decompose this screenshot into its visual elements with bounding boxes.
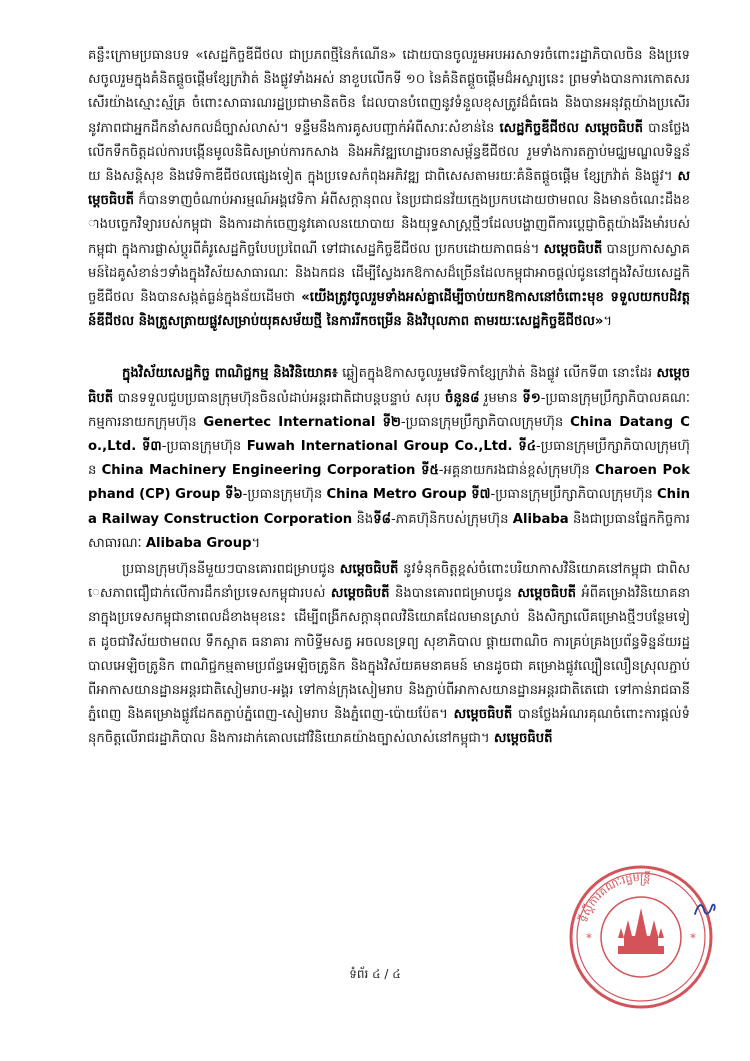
text-run: -ប្រធានក្រុមហ៊ុន — [242, 487, 327, 503]
paragraph-company-commitments — [88, 558, 690, 752]
text-run: និង — [352, 511, 374, 527]
text-run: នូវទំនុកចិត្តខ្ពស់ចំពោះបរិយាកាសវិនិយោគនៅកម្ពុជា ជាពិសេសភាពជឿជាក់លើការដឹកនាំប្រទេសកម្ពុជារបស់ — [88, 562, 691, 602]
bold-text-run: Alibaba Group — [145, 535, 252, 551]
text-run: ឆ្លៀតក្នុងឱកាសចូលរួមវេទិកាខ្សែក្រវ៉ាត់ និងផ្លូវ លើកទី៣ នោះដែរ — [337, 366, 657, 382]
bold-text-run: ចំនួន៨ — [444, 390, 480, 406]
text-run: -ភាគហ៊ុនិកបស់ក្រុមហ៊ុន — [390, 511, 513, 527]
text-run: គន្លឹះក្រោមប្រធានបទ «សេដ្ឋកិច្ចឌីជីថល ជាប្រភពថ្មីនៃកំណើន» ដោយបានចូលរួមអបអរសាទរចំពោះរដ្ឋាភិបាលចិន និងប្រទេសចូលរួមក្នុងគំនិតផ្តួចផ្តើមខ្សែក្រវ៉ាត់ និងផ្លូវទាំងអស់ នាខួបលើកទី ១០ នៃគំនិតផ្តួចផ្តើមដ៏អស្ចារ្យនេះ ព្រមទាំងបានការកោតសរសើរយ៉ាងស្មោះស្ម័គ្រ ចំពោះសាធារណរដ្ឋប្រជាមានិតចិន ដែលបានបំពេញនូវទំនួលខុសត្រូវដ៏ធំធេង និងបានអនុវត្តយ៉ាងប្រសើរនូវភាពជាអ្នកដឹកនាំសកលដ៏ច្បាស់លាស់។ ទន្ទឹមនឹងការគូសបញ្ជាក់អំពីសារៈសំខាន់នៃ — [88, 48, 690, 136]
official-seal-stamp — [566, 862, 716, 1012]
text-run: -ប្រធានក្រុមប្រឹក្សាភិបាលគណៈកម្មការនាយកក្រុមហ៊ុន — [88, 390, 690, 430]
angkor-temple-icon — [618, 908, 664, 954]
bold-text-run: China Metro Group ទី៧ — [326, 487, 491, 503]
bold-text-run: Fuwah International Group Co.,Ltd. ទី៤ — [246, 439, 537, 455]
text-run: -ប្រធានក្រុមហ៊ុន — [161, 439, 247, 455]
text-run: ប្រធានក្រុមហ៊ុននីមួយៗបានគោរពជម្រាបជូន — [122, 562, 340, 578]
svg-text:*: * — [690, 931, 696, 945]
bold-text-run: ទី៨ — [373, 511, 391, 527]
text-run: បានប្រកាសស្វាគមន៍ដៃគូសំខាន់ៗទាំងក្នុងវិស័យសាធារណៈ និងឯកជន ដើម្បីស្វែងរកឱកាសដ៏ច្រើនដែលកម្ពុជាអាចផ្តល់ជូននៅក្នុងវិស័យសេដ្ឋកិច្ចឌីជីថល និងបានសង្កត់ធ្ងន់ក្នុងន័យដើមថា — [88, 241, 690, 306]
bold-text-run: Charoen Pokphand (CP) Group ទី៦ — [88, 463, 691, 503]
text-run: បានទទួលជួបប្រធានក្រុមហ៊ុនចិនលំដាប់អន្តរជាតិជាបន្តបន្ទាប់ សរុប — [113, 390, 445, 406]
handwritten-signature-mark — [692, 896, 718, 922]
document-body — [88, 44, 690, 752]
text-run: -ប្រធានក្រុមប្រឹក្សាភិបាលក្រុមហ៊ុន — [88, 439, 690, 479]
bold-text-run: ក្នុងវិស័យសេដ្ឋកិច្ច ពាណិជ្ជកម្ម និងវិនិយោគ៖ — [122, 366, 338, 382]
text-run: ។ — [251, 535, 261, 551]
bold-text-run: សម្តេចធិបតី — [493, 731, 553, 747]
bold-text-run: ទី១ — [522, 390, 541, 406]
paragraph-economy-trade-investment — [88, 362, 690, 556]
text-run: ក៏បានទាញចំណាប់អារម្មណ៍អង្គវេទិកា អំពីសក្តានុពល នៃប្រជាជនវ័យក្មេងប្រកបដោយថាមពល និងមានចំណេះដឹងខាងបច្ចេកវិទ្យារបស់កម្ពុជា និងការដាក់ចេញនូវគោលនយោបាយ និងយុទ្ធសាស្ត្រថ្មីៗដែលបង្ហាញពីការប្តេជ្ញាចិត្តយ៉ាងរឹងមាំរបស់កម្ពុជា ក្នុងការផ្លាស់ប្តូរពីគំរូសេដ្ឋកិច្ចបែបប្រពៃណី ទៅជាសេដ្ឋកិច្ចឌីជីថល ប្រកបដោយភាពធន់។ — [88, 193, 690, 257]
text-run: -ប្រធានក្រុមប្រឹក្សាភិបាលក្រុមហ៊ុន — [490, 487, 657, 503]
text-run: ។ — [603, 314, 613, 330]
bold-text-run: Genertec International ទី២ — [203, 414, 401, 430]
bold-text-run: China Datang Co.,Ltd. ទី៣ — [88, 414, 690, 455]
bold-text-run: សម្តេចធិបតី — [543, 241, 603, 257]
text-run: និងជាប្រធានផ្នែកកិច្ចការសាធារណៈ — [88, 511, 690, 551]
text-run: -អគ្គនាយករងជាន់ខ្ពស់ក្រុមហ៊ុន — [438, 463, 596, 479]
bold-text-run: សម្តេចធិបតី — [453, 707, 513, 723]
text-run: និងបានគោរពជម្រាបជូន — [389, 586, 518, 602]
bold-text-run: China Machinery Engineering Corporation ទី៥ — [101, 463, 439, 479]
paragraph-digital-economy — [88, 44, 690, 334]
bold-text-run: សម្តេចធិបតី — [517, 586, 576, 602]
bold-text-run: Alibaba — [512, 511, 569, 527]
text-run: បានថ្លែងលើកទឹកចិត្តដល់ការបង្កើនមូលនិធិសម្រាប់ការកសាង និងអភិវឌ្ឍហេដ្ឋារចនាសម្ព័ន្ធឌីជីថល រួមទាំងការតភ្ជាប់មជ្ឈមណ្ឌលទិន្នន័យ និងសន្តិសុខ និងវេទិកាឌីជីថលផ្សេងទៀត ក្នុងប្រទេសកំពុងអភិវឌ្ឍ ជាពិសេសតាមរយៈគំនិតផ្តួចផ្តើម ខ្សែក្រវ៉ាត់ និងផ្លូវ។ — [88, 120, 690, 185]
text-run: បានថ្លែងអំណរគុណចំពោះការផ្តល់ទំនុកចិត្តលើរាជរដ្ឋាភិបាល និងការដាក់គោលដៅវិនិយោគយ៉ាងច្បាស់លាស់នៅកម្ពុជា។ — [88, 707, 690, 747]
text-run: រួមមាន — [479, 390, 523, 406]
bold-text-run: China Railway Construction Corporation — [88, 487, 690, 527]
bold-text-run: «យើងត្រូវចូលរួមទាំងអស់គ្នាដើម្បីចាប់យកឱកាសនៅចំពោះមុខ ទទួលយកបដិវត្តន៍ឌីជីថល និងត្រួសត្រាយផ្លូវសម្រាប់យុគសម័យថ្មី នៃការរីកចម្រើន និងវិបុលភាព តាមរយៈសេដ្ឋកិច្ចឌីជីថល» — [88, 290, 690, 330]
page-number: ទំព័រ ៤ / ៤ — [349, 967, 401, 981]
text-run: អំពីគម្រោងវិនិយោគនានាក្នុងប្រទេសកម្ពុជានាពេលដ៏ខាងមុខនេះ ដើម្បីពង្រីកសក្តានុពលវិនិយោគដែលមានស្រាប់ និងសិក្សាលើគម្រោងថ្មីៗបន្ថែមទៀត ដូចជាវិស័យថាមពល ទឹកស្អាត ធនាគារ កាបិទ្ធីមសត្វ អចលនទ្រព្យ សុខាភិបាល ផ្តាយពាណិច ការគ្រប់គ្រងប្រព័ន្ធទិន្នន័យរដ្ឋបាលអេឡិចត្រូនិក ពាណិជ្ជកម្មតាមប្រព័ន្ធអេឡិចត្រូនិក និងក្នុងវិស័យគមនាគមន៍ មានដូចជា គម្រោងផ្លូវល្បឿនលឿនស្រុលភ្ជាប់ពីអាកាសយានដ្ឋានអន្តរជាតិសៀមរាប-អង្គរ ទៅកាន់ក្រុងសៀមរាប និងភ្ជាប់ពីអាកាសយានដ្ឋានអន្តរជាតិតេជោ ទៅកាន់រាជធានីភ្នំពេញ និងគម្រោងផ្លូវដែកតភ្ជាប់ភ្នំពេញ-សៀមរាប និងភ្នំពេញ-ប៉ោយប៉ែត។ — [88, 586, 690, 723]
svg-text:*: * — [586, 931, 592, 945]
seal-ring-text: ទីស្តីការគណៈរដ្ឋមន្ត្រី — [577, 870, 651, 925]
text-run: -ប្រធានក្រុមប្រឹក្សាភិបាលក្រុមហ៊ុន — [400, 414, 571, 430]
bold-text-run: សេដ្ឋកិច្ចឌីជីថល សម្តេចធិបតី — [499, 120, 644, 136]
bold-text-run: សម្តេចធិបតី — [88, 366, 690, 406]
bold-text-run: សម្តេចធិបតី — [330, 586, 390, 602]
bold-text-run: សម្តេចធិបតី — [339, 562, 399, 578]
bold-text-run: សម្តេចធិបតី — [88, 169, 690, 209]
